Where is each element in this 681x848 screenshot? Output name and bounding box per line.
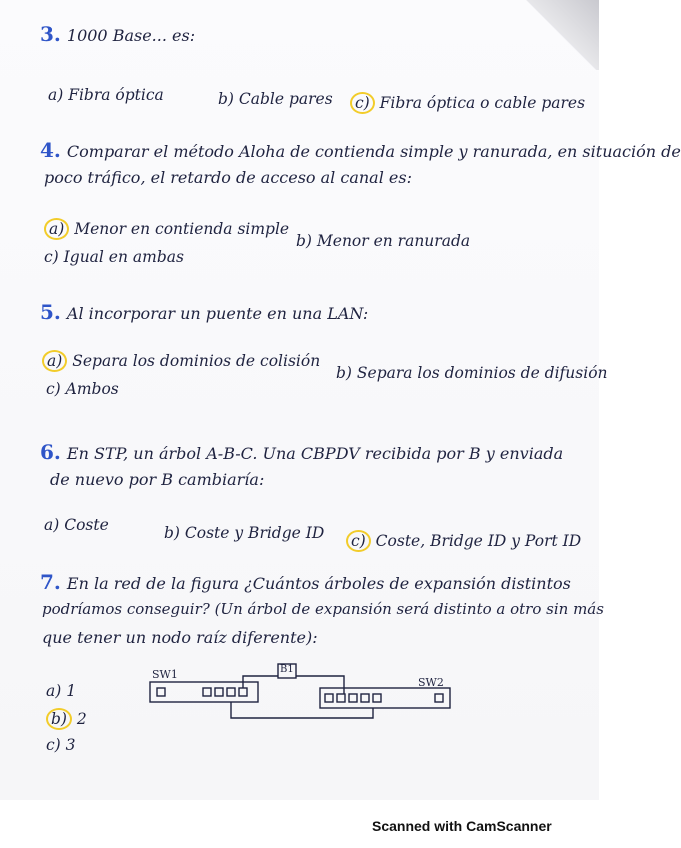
q7-answer-circle: b) [46, 708, 72, 730]
q5-option-b: b) Separa los dominios de difusión [336, 364, 608, 382]
sw1-port-4 [227, 688, 235, 696]
link-sw1-sw2 [231, 702, 373, 718]
question-6-number: 6. [40, 440, 61, 464]
q5-option-a-text: Separa los dominios de colisión [72, 352, 321, 370]
q6-option-b: b) Coste y Bridge ID [164, 524, 325, 542]
question-6-line-2: de nuevo por B cambiaría: [50, 470, 265, 489]
q4-option-c: c) Igual en ambas [44, 248, 184, 266]
label-sw1: SW1 [152, 668, 178, 681]
label-sw2: SW2 [418, 676, 444, 689]
sw1-port-3 [215, 688, 223, 696]
sw1-port-5 [239, 688, 247, 696]
q7-option-a: a) 1 [46, 682, 77, 700]
sw2-port-1 [325, 694, 333, 702]
sw2-port-2 [337, 694, 345, 702]
q3-answer-circle: c) [350, 92, 375, 114]
question-7-line-2: podríamos conseguir? (Un árbol de expansión será distinto a otro sin más [42, 600, 604, 618]
sw2-port-4 [361, 694, 369, 702]
q5-option-c: c) Ambos [46, 380, 119, 398]
question-7-line-3: que tener un nodo raíz diferente): [42, 628, 318, 647]
q6-option-a: a) Coste [44, 516, 109, 534]
q3-option-a: a) Fibra óptica [48, 86, 164, 104]
question-3-text: 1000 Base... es: [66, 26, 196, 45]
q4-answer-circle: a) [44, 218, 69, 240]
q6-answer-circle: c) [346, 530, 371, 552]
sw1-port-1 [157, 688, 165, 696]
q6-option-c-text: Coste, Bridge ID y Port ID [375, 532, 582, 550]
question-4-line-1: Comparar el método Aloha de contienda simple y ranurada, en situación de [66, 142, 681, 161]
question-5-number: 5. [40, 300, 61, 324]
q7-option-b-text: 2 [76, 710, 87, 728]
question-4-line-2: poco tráfico, el retardo de acceso al canal es: [44, 168, 412, 187]
q4-option-a-text: Menor en contienda simple [74, 220, 290, 238]
q7-option-c: c) 3 [46, 736, 76, 754]
question-4-number: 4. [40, 138, 61, 162]
switch-sw2-box [320, 688, 450, 708]
sw2-port-3 [349, 694, 357, 702]
q5-answer-circle: a) [42, 350, 67, 372]
sw2-port-6 [435, 694, 443, 702]
q3-option-c-text: Fibra óptica o cable pares [379, 94, 586, 112]
question-5-text: Al incorporar un puente en una LAN: [66, 304, 369, 323]
question-3-number: 3. [40, 22, 61, 46]
q3-option-b: b) Cable pares [218, 90, 333, 108]
sw1-port-2 [203, 688, 211, 696]
switch-sw1-box [150, 682, 258, 702]
q4-option-b: b) Menor en ranurada [296, 232, 471, 250]
question-6-line-1: En STP, un árbol A-B-C. Una CBPDV recibida por B y enviada [66, 444, 564, 463]
sw2-port-5 [373, 694, 381, 702]
question-7-number: 7. [40, 570, 61, 594]
label-b1: B1 [280, 664, 294, 675]
scanner-watermark: Scanned with CamScanner [372, 818, 552, 834]
question-7-line-1: En la red de la figura ¿Cuántos árboles de expansión distintos [66, 574, 571, 593]
